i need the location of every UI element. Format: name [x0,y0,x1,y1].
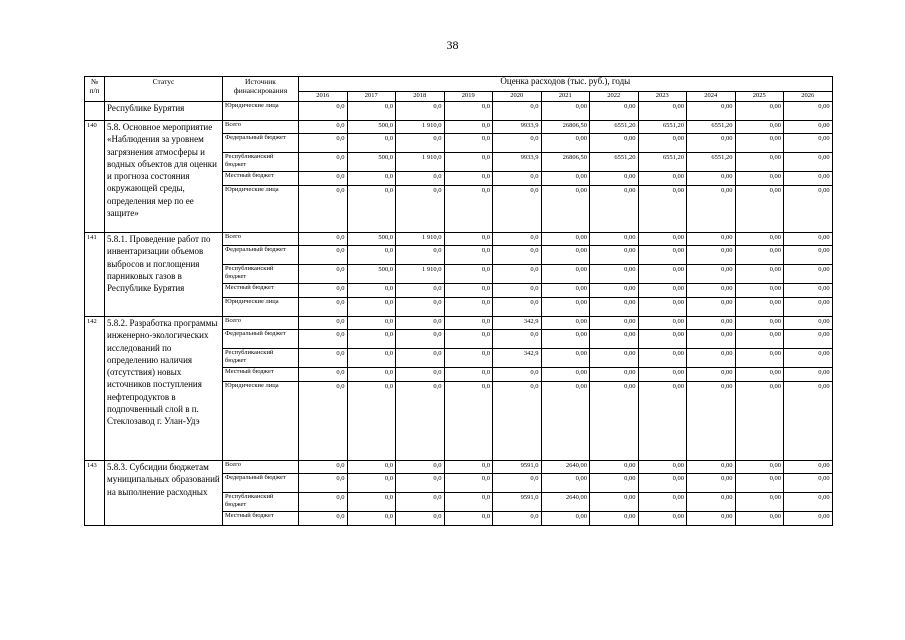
row-index: 140 [85,121,105,233]
source-cell: Федеральный бюджет [223,134,299,153]
value-cell: 0,0 [347,317,396,330]
source-cell: Юридические лица [223,186,299,233]
value-cell: 0,0 [299,284,348,298]
value-cell: 0,00 [784,317,833,330]
value-cell: 0,0 [299,382,348,461]
value-cell: 0,00 [687,284,736,298]
value-cell: 0,00 [638,233,687,246]
status-cell: 5.8.2. Разработка программы инженерно-экологических исследований по определению наличия (отсутствия) новых источников поступления нефтепродуктов в подпочвенный слой в п. Стеклозавод г. Улан-Удэ [105,317,223,461]
value-cell: 0,00 [687,317,736,330]
value-cell: 0,0 [396,134,445,153]
value-cell: 0,0 [396,512,445,526]
value-cell: 0,0 [299,121,348,134]
value-cell: 0,00 [638,330,687,349]
value-cell: 0,00 [687,512,736,526]
value-cell: 500,0 [347,265,396,284]
value-cell: 9591,0 [493,461,542,474]
year-header: 2025 [735,92,784,102]
value-cell: 0,0 [444,284,493,298]
value-cell: 0,0 [299,134,348,153]
value-cell: 0,00 [784,493,833,512]
value-cell: 0,00 [541,330,590,349]
value-cell: 500,0 [347,233,396,246]
table-body [85,102,833,526]
value-cell: 0,00 [687,368,736,382]
table-row [85,461,833,474]
value-cell: 0,00 [638,134,687,153]
value-cell: 0,0 [299,298,348,317]
year-header: 2018 [396,92,445,102]
source-cell: Местный бюджет [223,284,299,298]
source-cell: Всего [223,121,299,134]
value-cell: 0,0 [444,172,493,186]
value-cell: 0,00 [541,265,590,284]
value-cell: 0,00 [590,493,639,512]
row-index: 143 [85,461,105,526]
value-cell: 0,00 [735,134,784,153]
value-cell: 0,0 [299,102,348,121]
value-cell: 0,0 [444,349,493,368]
value-cell: 0,00 [590,298,639,317]
value-cell: 0,0 [299,512,348,526]
value-cell: 0,00 [784,284,833,298]
value-cell: 6551,20 [638,121,687,134]
value-cell: 0,0 [347,512,396,526]
value-cell: 0,00 [687,474,736,493]
year-header: 2024 [687,92,736,102]
table-row [85,121,833,134]
value-cell: 2640,00 [541,493,590,512]
value-cell: 0,00 [784,382,833,461]
value-cell: 0,00 [541,474,590,493]
value-cell: 0,0 [347,330,396,349]
value-cell: 0,0 [444,233,493,246]
value-cell: 0,00 [784,186,833,233]
value-cell: 26806,50 [541,121,590,134]
value-cell: 0,0 [444,186,493,233]
status-cell: Республике Бурятия [105,102,223,121]
value-cell: 0,00 [687,233,736,246]
source-cell: Юридические лица [223,102,299,121]
source-cell: Республиканский бюджет [223,493,299,512]
value-cell: 0,0 [444,368,493,382]
value-cell: 0,0 [493,172,542,186]
value-cell: 0,0 [396,349,445,368]
value-cell: 0,0 [299,246,348,265]
value-cell: 0,0 [347,368,396,382]
source-cell: Местный бюджет [223,368,299,382]
value-cell: 0,00 [687,186,736,233]
value-cell: 0,00 [735,493,784,512]
value-cell: 0,0 [396,461,445,474]
value-cell: 0,0 [444,153,493,172]
value-cell: 0,00 [735,349,784,368]
value-cell: 6551,20 [590,121,639,134]
value-cell: 0,00 [638,172,687,186]
value-cell: 1 910,0 [396,233,445,246]
value-cell: 1 910,0 [396,121,445,134]
value-cell: 0,00 [735,317,784,330]
row-index [85,102,105,121]
value-cell: 0,00 [541,134,590,153]
value-cell: 0,0 [493,246,542,265]
value-cell: 0,0 [299,172,348,186]
value-cell: 0,00 [784,368,833,382]
value-cell: 0,00 [735,172,784,186]
table-row [85,102,833,121]
status-cell: 5.8. Основное мероприятие «Наблюдения за уровнем загрязнения атмосферы и водных объектов для оценки и прогноза состояния окружающей среды, определения мер по ее защите» [105,121,223,233]
value-cell: 0,0 [396,186,445,233]
year-header: 2026 [784,92,833,102]
value-cell: 0,00 [638,512,687,526]
value-cell: 0,00 [638,474,687,493]
value-cell: 0,0 [299,153,348,172]
value-cell: 0,00 [784,134,833,153]
header-num: № п/п [85,77,105,102]
value-cell: 0,0 [299,474,348,493]
value-cell: 0,00 [590,317,639,330]
value-cell: 1 910,0 [396,265,445,284]
row-index: 141 [85,233,105,317]
value-cell: 0,0 [444,102,493,121]
source-cell: Всего [223,233,299,246]
value-cell: 0,0 [493,284,542,298]
value-cell: 0,0 [493,330,542,349]
value-cell: 342,9 [493,317,542,330]
value-cell: 0,0 [396,474,445,493]
year-header: 2016 [299,92,348,102]
value-cell: 0,0 [396,317,445,330]
value-cell: 0,00 [638,317,687,330]
value-cell: 0,00 [687,330,736,349]
value-cell: 0,00 [590,102,639,121]
value-cell: 0,00 [784,121,833,134]
value-cell: 0,00 [590,134,639,153]
value-cell: 0,00 [687,246,736,265]
value-cell: 0,00 [541,172,590,186]
year-header: 2022 [590,92,639,102]
value-cell: 0,0 [299,186,348,233]
value-cell: 0,0 [347,246,396,265]
value-cell: 500,0 [347,121,396,134]
value-cell: 0,00 [687,461,736,474]
row-index: 142 [85,317,105,461]
value-cell: 0,00 [784,265,833,284]
value-cell: 0,0 [396,102,445,121]
value-cell: 0,00 [541,349,590,368]
table-row [85,233,833,246]
value-cell: 0,00 [541,298,590,317]
value-cell: 0,0 [493,382,542,461]
value-cell: 0,00 [638,102,687,121]
header-status: Статус [105,77,223,102]
value-cell: 0,00 [590,246,639,265]
value-cell: 26806,50 [541,153,590,172]
value-cell: 0,00 [784,461,833,474]
value-cell: 0,0 [347,172,396,186]
value-cell: 0,00 [590,382,639,461]
value-cell: 0,00 [590,349,639,368]
value-cell: 6551,20 [687,153,736,172]
value-cell: 0,0 [396,298,445,317]
source-cell: Федеральный бюджет [223,246,299,265]
value-cell: 0,00 [687,265,736,284]
value-cell: 0,0 [347,186,396,233]
source-cell: Республиканский бюджет [223,349,299,368]
value-cell: 0,0 [444,265,493,284]
value-cell: 0,00 [687,134,736,153]
value-cell: 0,0 [347,493,396,512]
value-cell: 0,00 [735,246,784,265]
value-cell: 0,0 [444,382,493,461]
value-cell: 0,00 [784,349,833,368]
value-cell: 0,0 [347,284,396,298]
value-cell: 0,00 [735,368,784,382]
value-cell: 0,0 [493,186,542,233]
value-cell: 0,00 [784,474,833,493]
value-cell: 0,0 [396,172,445,186]
value-cell: 0,00 [784,298,833,317]
value-cell: 6551,20 [638,153,687,172]
value-cell: 0,0 [444,134,493,153]
table-row [85,317,833,330]
value-cell: 0,00 [638,461,687,474]
year-header: 2019 [444,92,493,102]
source-cell: Всего [223,317,299,330]
value-cell: 0,0 [493,368,542,382]
year-header: 2023 [638,92,687,102]
value-cell: 0,0 [299,265,348,284]
value-cell: 0,00 [735,461,784,474]
value-cell: 0,00 [590,330,639,349]
value-cell: 0,0 [396,493,445,512]
value-cell: 0,00 [638,265,687,284]
value-cell: 0,0 [347,298,396,317]
value-cell: 0,00 [784,153,833,172]
value-cell: 0,0 [396,246,445,265]
value-cell: 0,00 [735,186,784,233]
value-cell: 0,0 [347,134,396,153]
value-cell: 0,0 [299,368,348,382]
value-cell: 0,0 [444,493,493,512]
value-cell: 0,00 [687,493,736,512]
value-cell: 0,0 [299,233,348,246]
value-cell: 9933,9 [493,121,542,134]
value-cell: 0,00 [735,121,784,134]
value-cell: 0,0 [347,382,396,461]
value-cell: 0,00 [687,298,736,317]
value-cell: 0,00 [638,368,687,382]
value-cell: 0,0 [347,102,396,121]
status-cell: 5.8.3. Субсидии бюджетам муниципальных образований на выполнение расходных [105,461,223,526]
value-cell: 0,00 [590,172,639,186]
value-cell: 0,0 [493,102,542,121]
status-cell: 5.8.1. Проведение работ по инвентаризации объемов выбросов и поглощения парниковых газов в Республике Бурятия [105,233,223,317]
value-cell: 0,0 [347,349,396,368]
value-cell: 0,00 [590,512,639,526]
source-cell: Всего [223,461,299,474]
value-cell: 6551,20 [687,121,736,134]
value-cell: 0,0 [493,298,542,317]
value-cell: 0,00 [541,246,590,265]
source-cell: Федеральный бюджет [223,330,299,349]
value-cell: 0,00 [638,186,687,233]
value-cell: 0,00 [541,233,590,246]
value-cell: 0,00 [590,284,639,298]
value-cell: 0,0 [299,493,348,512]
source-cell: Республиканский бюджет [223,265,299,284]
value-cell: 0,00 [541,102,590,121]
value-cell: 0,0 [299,461,348,474]
value-cell: 0,0 [444,298,493,317]
value-cell: 0,00 [541,186,590,233]
value-cell: 0,0 [347,474,396,493]
value-cell: 0,0 [396,330,445,349]
value-cell: 0,00 [638,382,687,461]
value-cell: 0,00 [784,512,833,526]
value-cell: 0,0 [396,368,445,382]
value-cell: 0,00 [541,512,590,526]
value-cell: 0,0 [444,121,493,134]
value-cell: 0,0 [444,246,493,265]
value-cell: 0,00 [735,102,784,121]
value-cell: 500,0 [347,153,396,172]
value-cell: 0,00 [687,349,736,368]
value-cell: 0,00 [735,298,784,317]
value-cell: 0,00 [784,330,833,349]
value-cell: 0,00 [735,382,784,461]
value-cell: 0,00 [638,493,687,512]
value-cell: 0,0 [299,349,348,368]
value-cell: 0,00 [784,246,833,265]
source-cell: Республиканский бюджет [223,153,299,172]
value-cell: 0,0 [444,317,493,330]
source-cell: Федеральный бюджет [223,474,299,493]
year-header: 2017 [347,92,396,102]
value-cell: 0,00 [590,474,639,493]
value-cell: 0,0 [444,474,493,493]
value-cell: 0,00 [590,265,639,284]
value-cell: 0,0 [493,512,542,526]
value-cell: 1 910,0 [396,153,445,172]
source-cell: Местный бюджет [223,172,299,186]
budget-table [84,76,833,526]
value-cell: 0,00 [638,284,687,298]
value-cell: 0,0 [444,512,493,526]
value-cell: 0,00 [735,153,784,172]
value-cell: 0,00 [590,368,639,382]
value-cell: 0,0 [493,134,542,153]
value-cell: 0,00 [638,246,687,265]
value-cell: 342,9 [493,349,542,368]
source-cell: Юридические лица [223,298,299,317]
value-cell: 0,00 [687,382,736,461]
value-cell: 9591,0 [493,493,542,512]
value-cell: 0,0 [493,265,542,284]
value-cell: 2640,00 [541,461,590,474]
value-cell: 0,00 [590,233,639,246]
year-header: 2021 [541,92,590,102]
year-header: 2020 [493,92,542,102]
value-cell: 0,00 [541,368,590,382]
value-cell: 0,00 [590,461,639,474]
header-source: Источник финансирования [223,77,299,102]
value-cell: 0,0 [493,233,542,246]
value-cell: 0,0 [347,461,396,474]
value-cell: 0,00 [687,102,736,121]
value-cell: 0,00 [735,284,784,298]
header-estimate: Оценка расходов (тыс. руб.), годы [299,77,833,92]
value-cell: 0,00 [784,172,833,186]
value-cell: 0,00 [735,265,784,284]
value-cell: 0,00 [638,298,687,317]
value-cell: 0,0 [444,330,493,349]
value-cell: 0,00 [735,474,784,493]
value-cell: 9933,9 [493,153,542,172]
value-cell: 0,0 [396,382,445,461]
value-cell: 0,0 [396,284,445,298]
value-cell: 0,0 [444,461,493,474]
source-cell: Местный бюджет [223,512,299,526]
source-cell: Юридические лица [223,382,299,461]
value-cell: 0,00 [735,512,784,526]
value-cell: 0,00 [541,317,590,330]
value-cell: 0,00 [687,172,736,186]
value-cell: 0,00 [541,382,590,461]
value-cell: 0,00 [735,330,784,349]
value-cell: 0,0 [299,317,348,330]
value-cell: 0,00 [638,349,687,368]
value-cell: 0,00 [590,186,639,233]
value-cell: 0,00 [784,233,833,246]
value-cell: 6551,20 [590,153,639,172]
value-cell: 0,00 [541,284,590,298]
value-cell: 0,00 [784,102,833,121]
value-cell: 0,0 [493,474,542,493]
page-number: 38 [446,38,459,52]
value-cell: 0,00 [735,233,784,246]
value-cell: 0,0 [299,330,348,349]
